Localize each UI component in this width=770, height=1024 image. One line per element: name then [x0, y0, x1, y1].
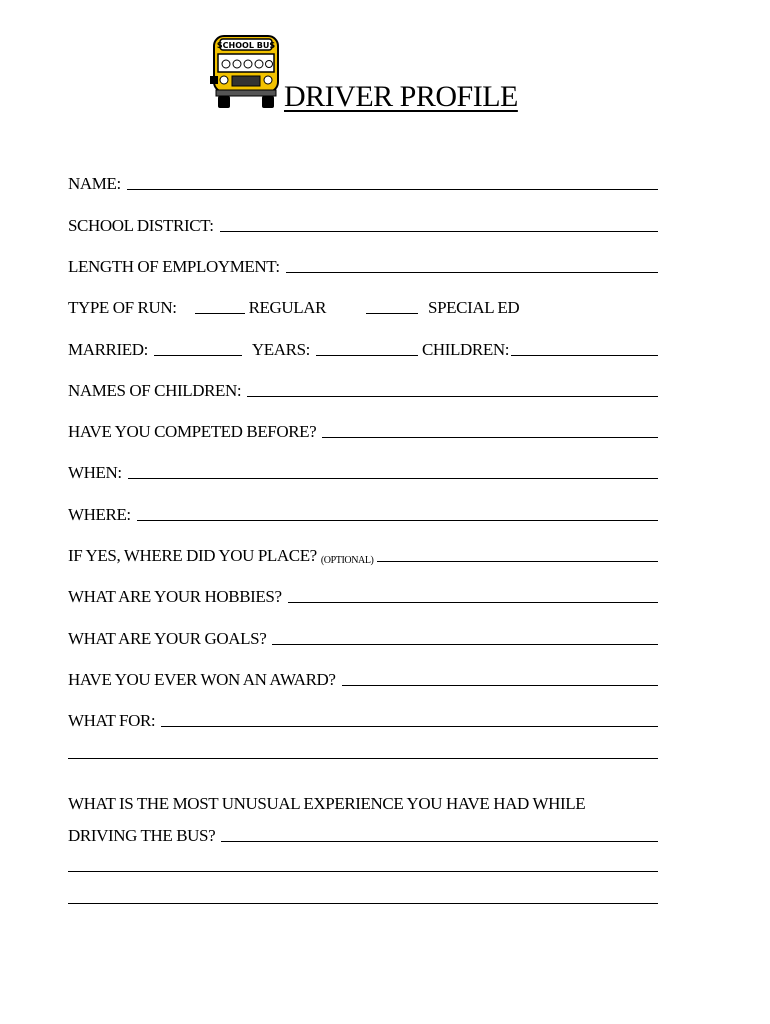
- school-district-label: SCHOOL DISTRICT:: [68, 216, 214, 235]
- competed-before-row: [68, 418, 658, 442]
- won-award-field[interactable]: [342, 685, 658, 686]
- when-label: WHEN:: [68, 463, 122, 482]
- place-field[interactable]: [377, 561, 658, 562]
- special-ed-label: SPECIAL ED: [428, 298, 520, 317]
- length-of-employment-label: LENGTH OF EMPLOYMENT:: [68, 257, 280, 276]
- optional-note: (OPTIONAL): [320, 555, 374, 566]
- years-label: YEARS:: [251, 340, 310, 359]
- regular-label: REGULAR: [248, 298, 327, 317]
- special-ed-checkbox-line[interactable]: [366, 313, 418, 314]
- regular-checkbox-line[interactable]: [195, 313, 245, 314]
- unusual-field[interactable]: [221, 841, 658, 842]
- children-label: CHILDREN:: [421, 340, 510, 359]
- names-of-children-label: NAMES OF CHILDREN:: [68, 381, 242, 400]
- unusual-extra-line-1[interactable]: [68, 871, 658, 872]
- hobbies-field[interactable]: [288, 602, 658, 603]
- length-of-employment-row: [68, 253, 658, 277]
- competed-before-field[interactable]: [322, 437, 658, 438]
- unusual-extra-line-2[interactable]: [68, 903, 658, 904]
- school-bus-logo: [208, 34, 286, 110]
- what-for-extra-line[interactable]: [68, 758, 658, 759]
- names-of-children-field[interactable]: [247, 396, 658, 397]
- where-field[interactable]: [137, 520, 658, 521]
- type-of-run-row: [68, 294, 658, 318]
- when-field[interactable]: [128, 478, 658, 479]
- children-field[interactable]: [511, 355, 658, 356]
- what-for-row: [68, 707, 658, 731]
- competed-before-label: HAVE YOU COMPETED BEFORE?: [68, 422, 317, 441]
- years-field[interactable]: [316, 355, 418, 356]
- name-field[interactable]: [127, 189, 658, 190]
- length-of-employment-field[interactable]: [286, 272, 658, 273]
- where-label: WHERE:: [68, 505, 131, 524]
- what-for-field[interactable]: [161, 726, 658, 727]
- what-for-label: WHAT FOR:: [68, 711, 156, 730]
- married-field[interactable]: [154, 355, 242, 356]
- page-title: DRIVER PROFILE: [284, 80, 518, 113]
- unusual-row-2: [68, 822, 658, 846]
- names-of-children-row: [68, 377, 658, 401]
- unusual-label-1: WHAT IS THE MOST UNUSUAL EXPERIENCE YOU HAVE HAD WHILE: [68, 794, 586, 813]
- goals-row: [68, 625, 658, 649]
- school-district-field[interactable]: [220, 231, 658, 232]
- name-row: [68, 170, 658, 194]
- when-row: [68, 459, 658, 483]
- type-of-run-label: TYPE OF RUN:: [68, 298, 177, 317]
- place-row: [68, 542, 658, 566]
- school-district-row: [68, 212, 658, 236]
- married-label: MARRIED:: [68, 340, 148, 359]
- unusual-row-1: [68, 790, 658, 814]
- won-award-row: [68, 666, 658, 690]
- hobbies-label: WHAT ARE YOUR HOBBIES?: [68, 587, 282, 606]
- unusual-label-2: DRIVING THE BUS?: [68, 826, 216, 845]
- family-row: [68, 336, 658, 360]
- place-label: IF YES, WHERE DID YOU PLACE?: [68, 546, 317, 565]
- name-label: NAME:: [68, 174, 121, 193]
- hobbies-row: [68, 583, 658, 607]
- goals-field[interactable]: [272, 644, 658, 645]
- won-award-label: HAVE YOU EVER WON AN AWARD?: [68, 670, 336, 689]
- where-row: [68, 501, 658, 525]
- logo-text: SCHOOL BUS: [216, 41, 276, 50]
- goals-label: WHAT ARE YOUR GOALS?: [68, 629, 267, 648]
